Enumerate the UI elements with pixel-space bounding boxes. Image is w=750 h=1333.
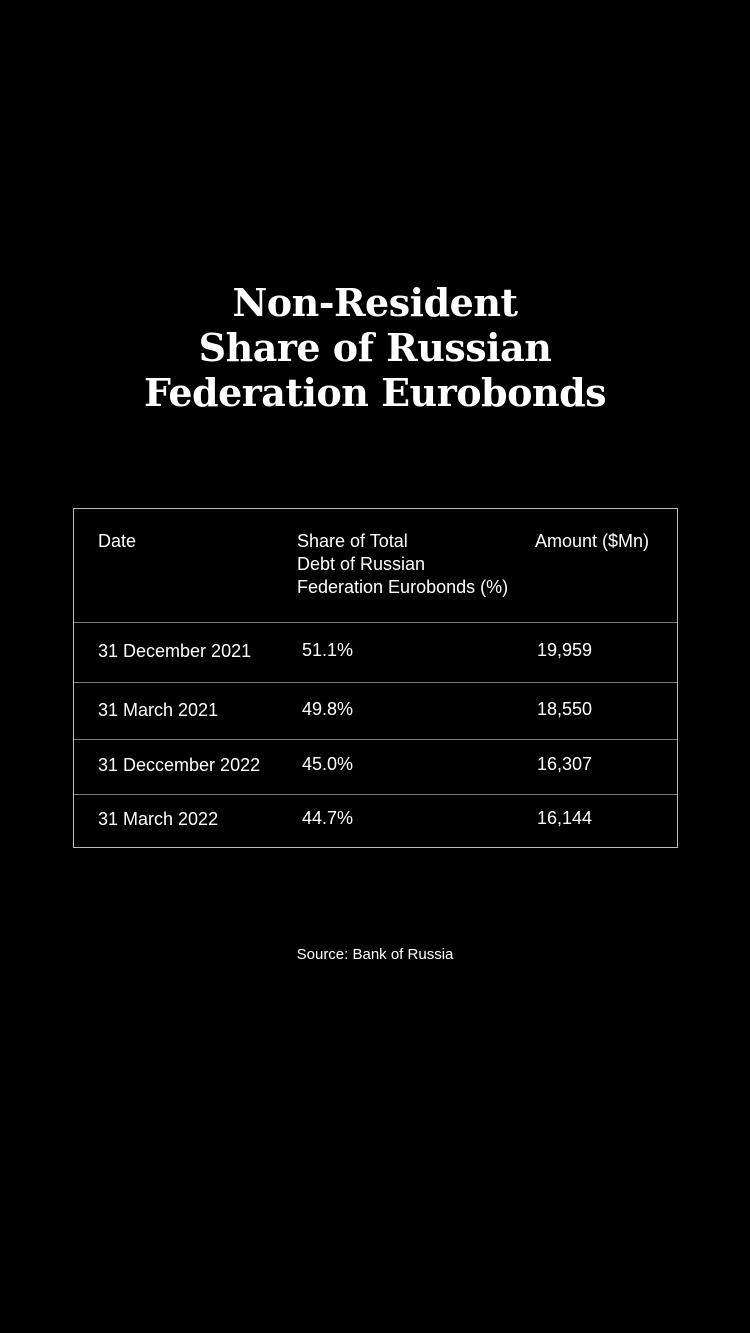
divider <box>74 739 677 740</box>
row-share: 44.7% <box>302 808 354 828</box>
row-amount: 16,307 <box>537 754 593 774</box>
row-date: 31 December 2021 <box>98 641 252 661</box>
row-amount: 18,550 <box>537 699 593 719</box>
source-note: Source: Bank of Russia <box>296 946 454 963</box>
title-line-3: Federation Eurobonds <box>143 370 607 415</box>
row-date: 31 March 2022 <box>98 809 219 829</box>
row-share: 45.0% <box>302 754 354 774</box>
header-share-line-2: Debt of Russian <box>297 554 426 574</box>
row-date: 31 March 2021 <box>98 700 219 720</box>
page-title <box>0 280 750 415</box>
divider <box>74 794 677 795</box>
header-amount: Amount ($Mn) <box>535 531 650 551</box>
row-amount: 16,144 <box>537 808 593 828</box>
row-date: 31 Deccember 2022 <box>98 755 261 775</box>
row-share: 51.1% <box>302 640 354 660</box>
header-share-line-1: Share of Total <box>297 531 408 551</box>
row-share: 49.8% <box>302 699 354 719</box>
header-share-line-3: Federation Eurobonds (%) <box>297 577 509 597</box>
divider <box>74 622 677 623</box>
header-date: Date <box>98 531 137 551</box>
data-table <box>73 508 678 848</box>
divider <box>74 682 677 683</box>
title-line-2: Share of Russian <box>198 325 552 370</box>
title-line-1: Non-Resident <box>232 280 518 325</box>
row-amount: 19,959 <box>537 640 593 660</box>
header-share <box>297 530 508 599</box>
